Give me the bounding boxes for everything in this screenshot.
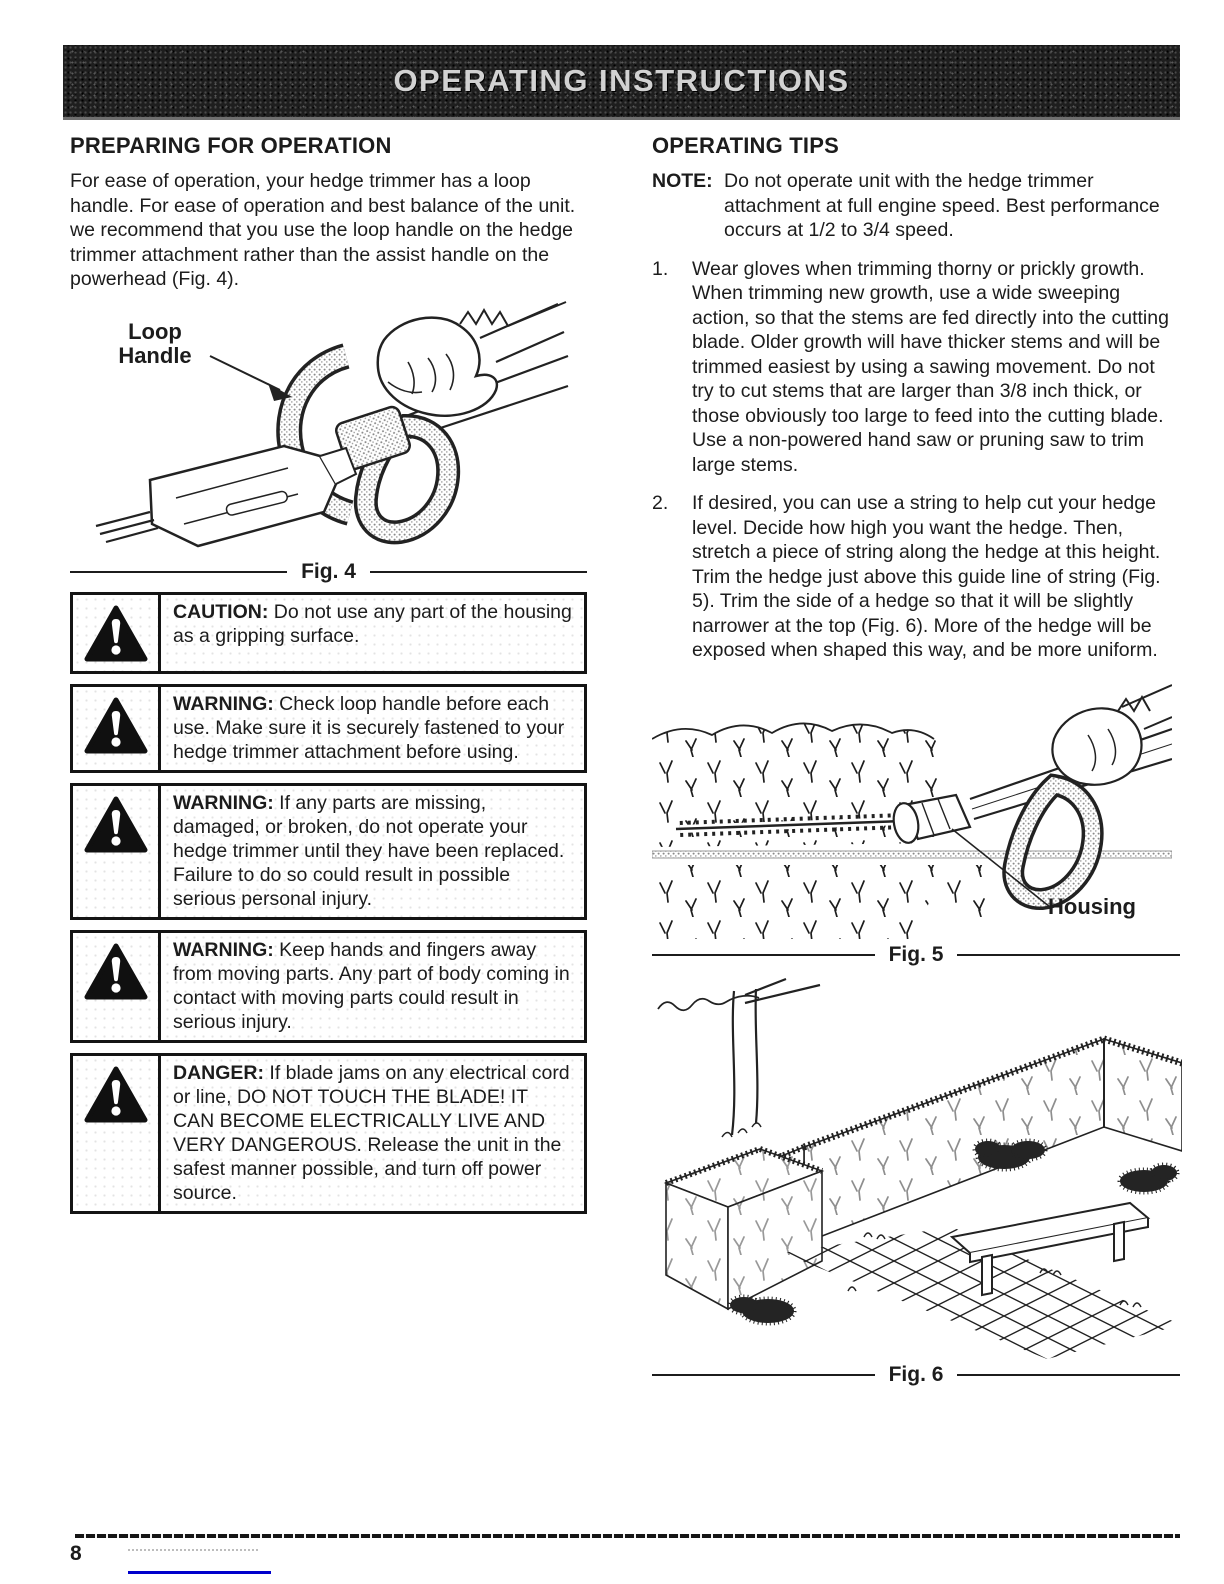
fig4-caption-row [70, 560, 587, 584]
note-block [652, 169, 1180, 243]
loop-handle-label: Loop Handle [118, 318, 192, 368]
warning-triangle-icon [73, 1056, 161, 1211]
caution-box [70, 592, 587, 674]
fig5-illustration [652, 677, 1172, 939]
caution-text: CAUTION: Do not use any part of the housing as a gripping surface. [173, 600, 572, 647]
warning-triangle-icon [73, 933, 161, 1040]
housing-label: Housing [1048, 893, 1136, 919]
danger-box [70, 1053, 587, 1214]
warning-box [70, 930, 587, 1043]
left-column [70, 133, 587, 1224]
fig6-caption-row [652, 1363, 1180, 1387]
figure-4 [70, 298, 587, 584]
figure-6 [652, 975, 1180, 1387]
blue-underline [128, 1571, 271, 1574]
item-number: 2. [652, 492, 669, 514]
caption-rule [652, 954, 875, 956]
fig4-caption: Fig. 4 [301, 559, 356, 583]
fig4-illustration [88, 298, 570, 556]
caption-rule [957, 954, 1180, 956]
warning-text: WARNING: If any parts are missing, damaged, or broken, do not operate your hedge trimmer until they have been replaced. Failure to do so could result in possible serious personal injury. [173, 791, 565, 910]
note-text: Do not operate unit with the hedge trimmer attachment at full engine speed. Best performance occurs at 1/2 to 3/4 speed. [724, 170, 1160, 241]
warning-triangle-icon [73, 786, 161, 917]
caption-rule [70, 571, 287, 573]
item-text: If desired, you can use a string to help cut your hedge level. Decide how high you want the hedge. Then, stretch a piece of string along the hedge at this height. Trim the hedge just above this guide line of string (Fig. 5). Trim the side of a hedge so that it will be slightly narrower at the top (Fig. 6). More of the hedge will be exposed when shaped this way, and be more uniform. [692, 492, 1161, 661]
operating-tips-list [652, 257, 1180, 663]
footer-rule [75, 1534, 1180, 1538]
warning-box [70, 783, 587, 920]
danger-text: DANGER: If blade jams on any electrical cord or line, DO NOT TOUCH THE BLADE! IT CAN BECOME ELECTRICALLY LIVE AND VERY DANGEROUS. Release the unit in the safest manner possible, and turn off power source. [173, 1061, 570, 1204]
caption-rule [957, 1374, 1180, 1376]
fig6-caption: Fig. 6 [888, 1362, 944, 1386]
warning-text: WARNING: Check loop handle before each use. Make sure it is securely fastened to your hedge trimmer attachment before using. [173, 692, 565, 763]
fig5-caption-row [652, 943, 1180, 967]
caption-rule [370, 571, 587, 573]
intro-paragraph: For ease of operation, your hedge trimmer has a loop handle. For ease of operation and best balance of the unit. we recommend that you use the loop handle on the hedge trimmer attachment rather than the assist handle on the powerhead (Fig. 4). [70, 170, 576, 290]
safety-warnings [70, 592, 587, 1214]
warning-triangle-icon [73, 687, 161, 770]
shaped-hedge-garden-drawing [652, 975, 1182, 1359]
page-number: 8 [70, 1542, 82, 1565]
warning-text: WARNING: Keep hands and fingers away from moving parts. Any part of body coming in contact with moving parts could result in serious injury. [173, 938, 570, 1033]
list-item [652, 257, 1180, 478]
list-item [652, 491, 1180, 663]
warning-triangle-icon [73, 595, 161, 671]
fig5-caption: Fig. 5 [888, 942, 944, 966]
right-heading: OPERATING TIPS [652, 133, 839, 158]
section-header-bar [63, 45, 1180, 120]
figure-5 [652, 677, 1180, 967]
footer-dots [128, 1549, 258, 1551]
fig6-illustration [652, 975, 1182, 1359]
caption-rule [652, 1374, 875, 1376]
note-label: NOTE: [652, 170, 713, 192]
warning-box [70, 684, 587, 773]
item-number: 1. [652, 257, 669, 280]
item-text: Wear gloves when trimming thorny or prickly growth. When trimming new growth, use a wide sweeping action, so that the stems are fed directly into the cutting blade. Older growth will have thicker stems and will be trimmed easiest by using a sawing movement. Do not try to cut stems that are larger than 3/8 inch thick, or those obviously too large to feed into the cutting blade. Use a non-powered hand saw or pruning saw to trim large stems. [692, 257, 1169, 476]
left-heading: PREPARING FOR OPERATION [70, 133, 392, 158]
right-column [652, 133, 1180, 1395]
section-header-title: OPERATING INSTRUCTIONS [393, 63, 850, 98]
